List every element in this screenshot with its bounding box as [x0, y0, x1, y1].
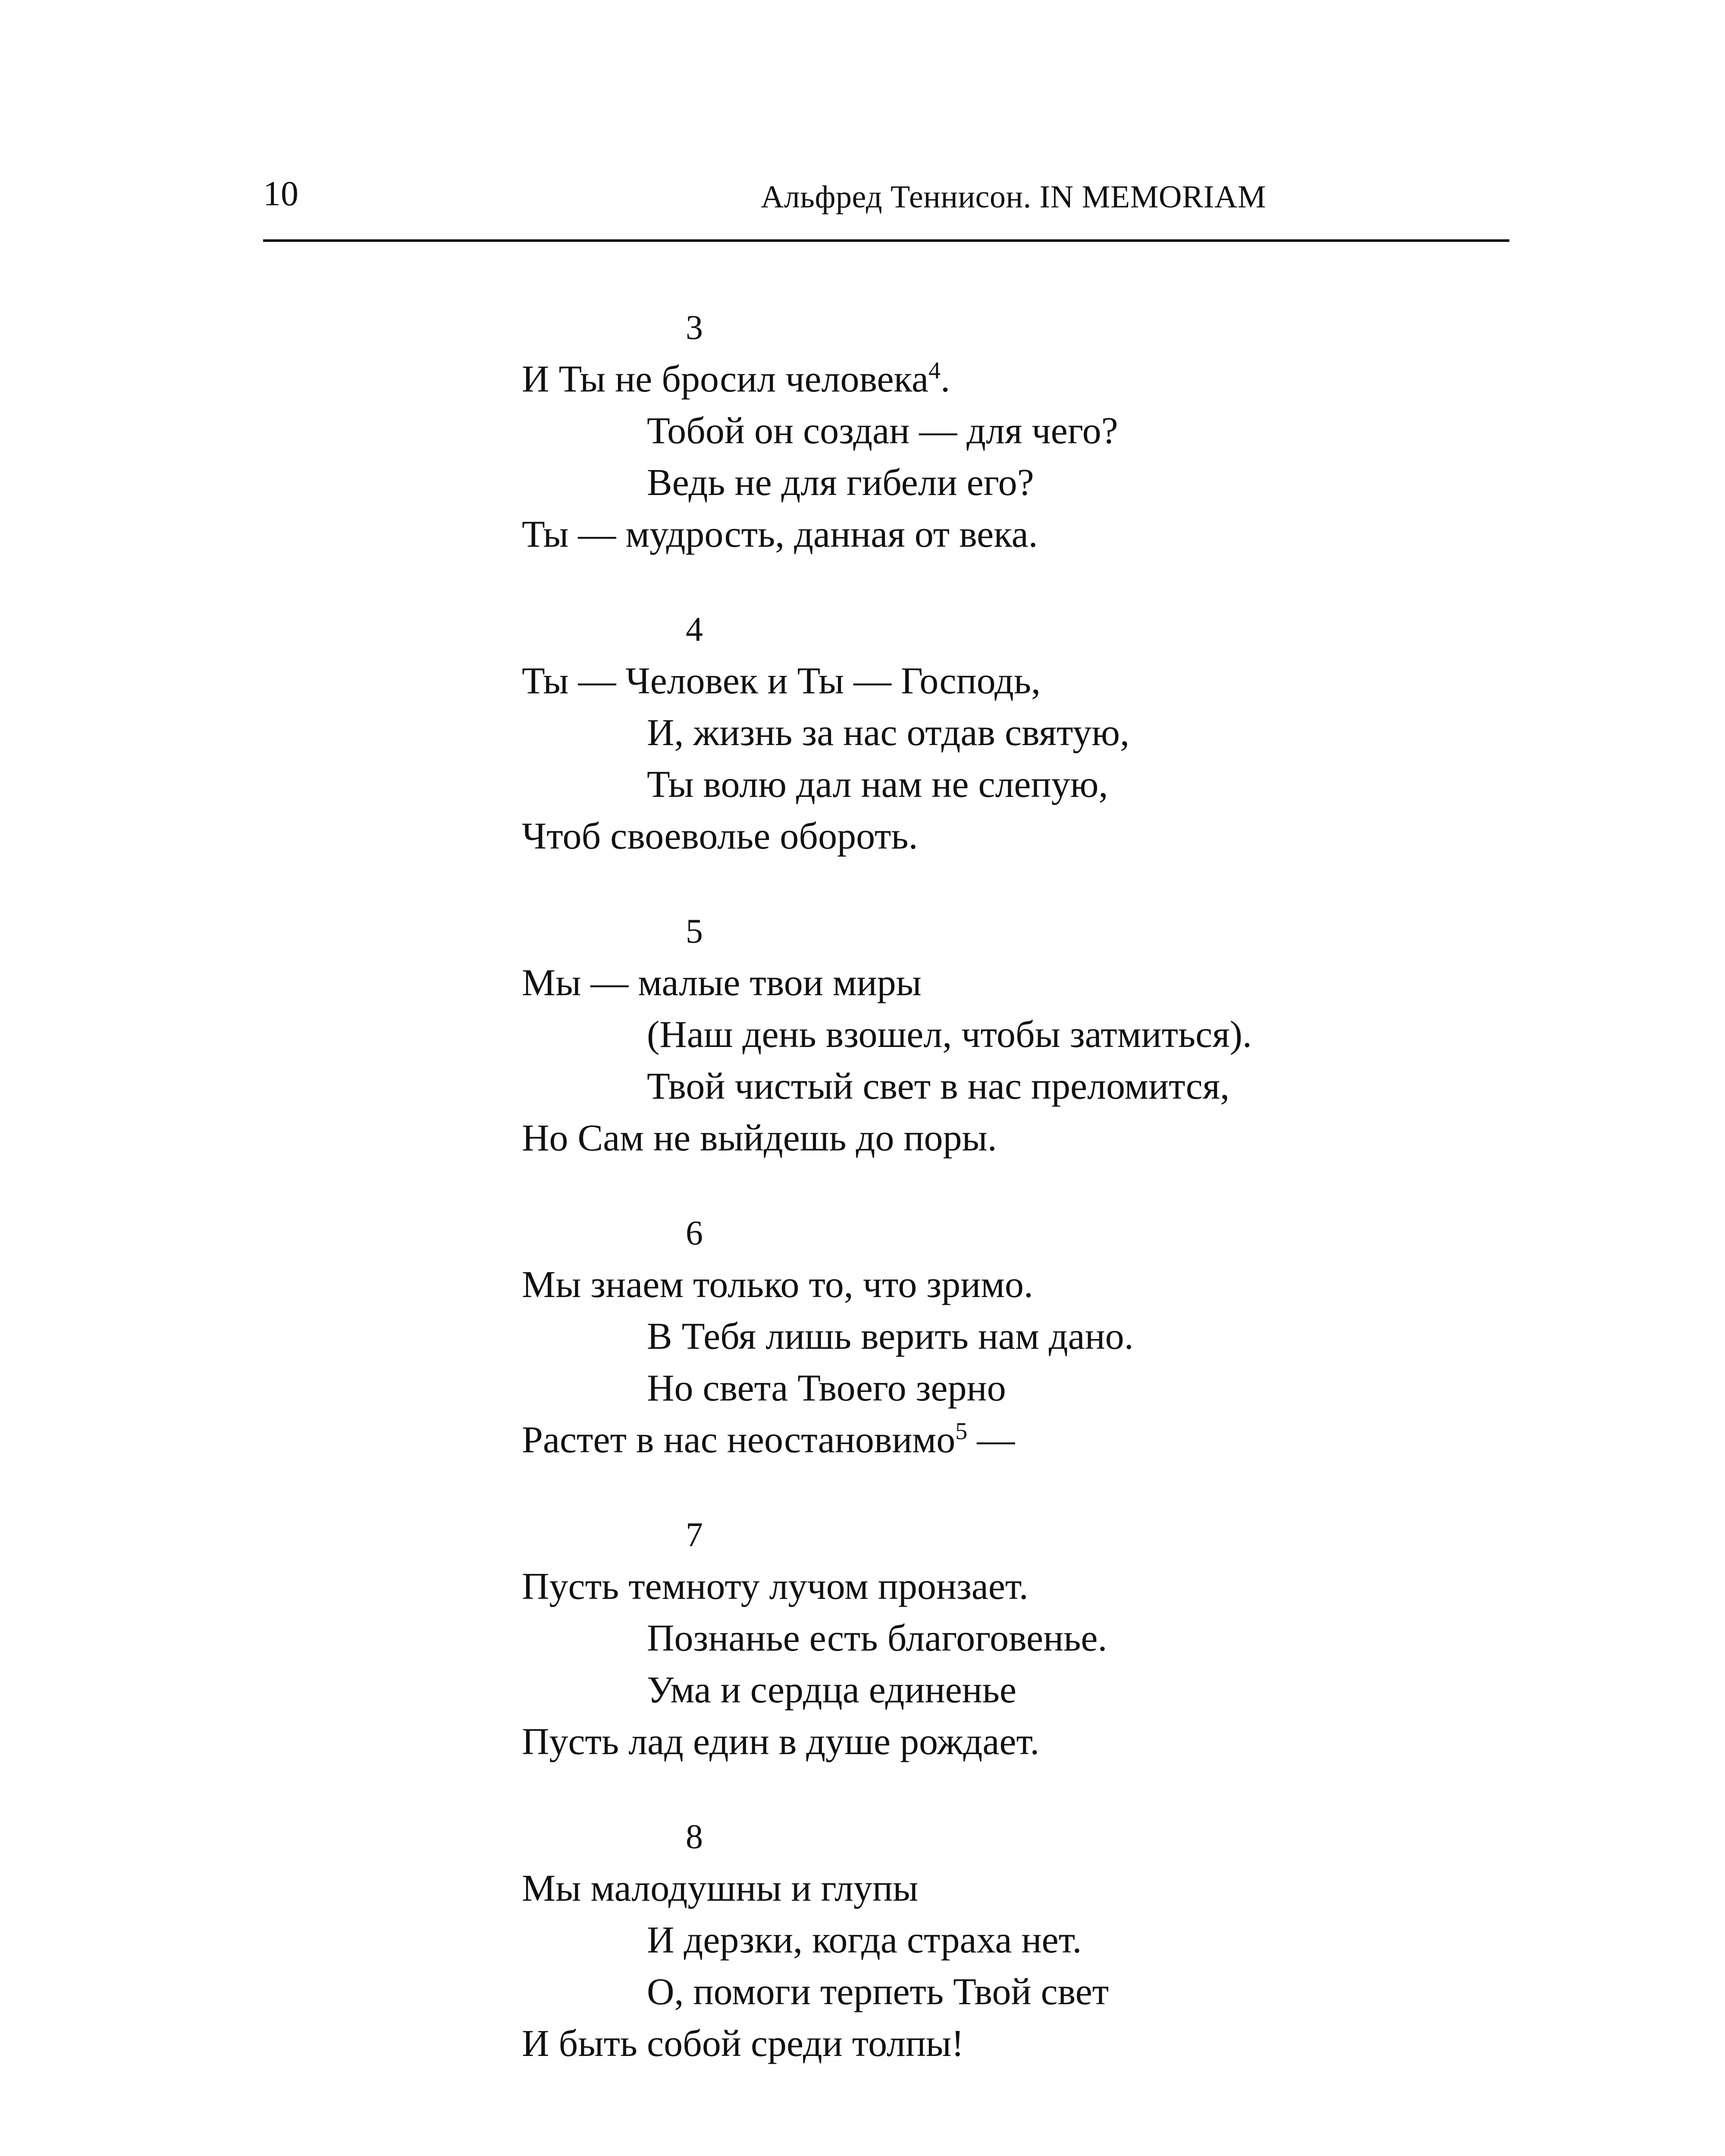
stanza-7: [522, 1509, 1471, 1811]
verse-line: Мы знаем только то, что зримо.: [522, 1264, 1033, 1306]
verse-line: Ты — мудрость, данная от века.: [522, 514, 1038, 555]
stanza-number: 6: [686, 1214, 703, 1252]
verse-line: О, помоги терпеть Твой свет: [647, 1971, 1109, 2013]
verse-line: Мы малодушны и глупы: [522, 1868, 919, 1909]
verse-line: Пусть темноту лучом пронзает.: [522, 1566, 1029, 1608]
verse-line: В Тебя лишь верить нам дано.: [647, 1316, 1134, 1357]
verse-line: Ведь не для гибели его?: [647, 462, 1034, 504]
verse-line: Тобой он создан — для чего?: [647, 410, 1118, 452]
verse-line: И дерзки, когда страха нет.: [647, 1919, 1082, 1961]
verse-line: Ума и сердца единенье: [647, 1669, 1016, 1711]
header-rule: [263, 239, 1509, 242]
verse-line: И быть собой среди толпы!: [522, 2023, 964, 2065]
stanza-4: [522, 604, 1471, 906]
verse-line: Ты волю дал нам не слепую,: [647, 764, 1108, 805]
stanza-5: [522, 906, 1471, 1207]
verse-line: И, жизнь за нас отдав святую,: [647, 712, 1129, 754]
page-number: 10: [263, 174, 298, 213]
stanza-3: [522, 302, 1471, 604]
verse-line: Растет в нас неостановимо$^5$ —: [522, 1418, 1015, 1461]
stanza-number: 7: [686, 1516, 703, 1554]
verse-line: Но Сам не выйдешь до поры.: [522, 1117, 997, 1159]
verse-line: Чтоб своеволье обороть.: [522, 815, 918, 857]
stanza-number: 4: [686, 611, 703, 649]
verse-line: Твой чистый свет в нас преломится,: [647, 1065, 1230, 1107]
footnote-marker: 4: [928, 357, 941, 384]
stanza-number: 5: [686, 912, 703, 950]
verse-line: Ты — Человек и Ты — Господь,: [522, 660, 1041, 702]
verse-line: И Ты не бросил человека$^4$.: [522, 357, 950, 400]
verse-line: (Наш день взошел, чтобы затмиться).: [647, 1014, 1252, 1056]
verse-line: Познанье есть благоговенье.: [647, 1617, 1107, 1659]
verse-line: Пусть лад един в душе рождает.: [522, 1721, 1040, 1763]
footnote-marker: 5: [955, 1418, 968, 1445]
stanza-6: [522, 1207, 1471, 1509]
verse-line: Но света Твоего зерно: [647, 1367, 1006, 1409]
stanza-8: [522, 1811, 1471, 2113]
stanza-number: 8: [686, 1818, 703, 1856]
running-title: Альфред Теннисон. IN MEMORIAM: [760, 179, 1267, 215]
verse-line: Мы — малые твои миры: [522, 962, 922, 1004]
stanza-number: 3: [686, 309, 703, 347]
poem: [522, 302, 1471, 2113]
